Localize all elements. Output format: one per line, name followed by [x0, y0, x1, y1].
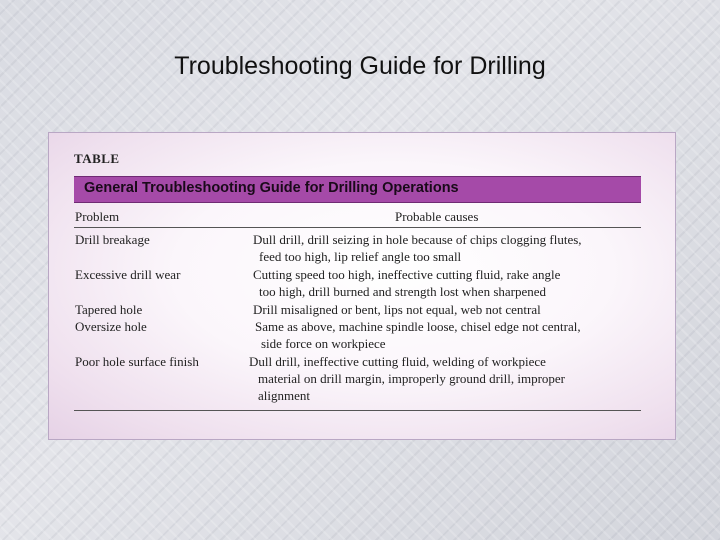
table-label: TABLE — [74, 151, 120, 166]
cause-line: too high, drill burned and strength lost when sharpened — [259, 284, 547, 299]
cause-line: alignment — [258, 388, 310, 403]
causes-cell — [253, 266, 560, 300]
cause-line: material on drill margin, improperly ground drill, improper — [258, 371, 565, 386]
cause-line: Same as above, machine spindle loose, chisel edge not central, — [255, 319, 581, 334]
causes-cell — [253, 301, 541, 318]
column-header-divider — [74, 227, 641, 228]
causes-cell — [253, 231, 582, 265]
column-header-probable-causes: Probable causes — [395, 209, 479, 224]
cause-line: Dull drill, ineffective cutting fluid, welding of workpiece — [249, 354, 546, 369]
slide-title: Troubleshooting Guide for Drilling — [174, 52, 546, 80]
table-bottom-rule — [74, 410, 641, 411]
causes-cell — [249, 353, 565, 404]
cause-line: Drill misaligned or bent, lips not equal, web not central — [253, 302, 541, 317]
cause-line: Cutting speed too high, ineffective cutting fluid, rake angle — [253, 267, 561, 282]
cause-line: Dull drill, drill seizing in hole because of chips clogging flutes, — [253, 232, 582, 247]
table-heading: General Troubleshooting Guide for Drilling Operations — [84, 180, 459, 196]
problem-cell: Excessive drill wear — [75, 267, 181, 282]
problem-cell: Tapered hole — [75, 302, 143, 317]
causes-cell — [255, 318, 581, 352]
problem-cell: Oversize hole — [75, 319, 147, 334]
problem-cell: Poor hole surface finish — [75, 354, 199, 369]
problem-cell: Drill breakage — [75, 232, 150, 247]
cause-line: feed too high, lip relief angle too small — [259, 249, 462, 264]
cause-line: side force on workpiece — [261, 336, 386, 351]
column-header-problem: Problem — [75, 209, 120, 224]
